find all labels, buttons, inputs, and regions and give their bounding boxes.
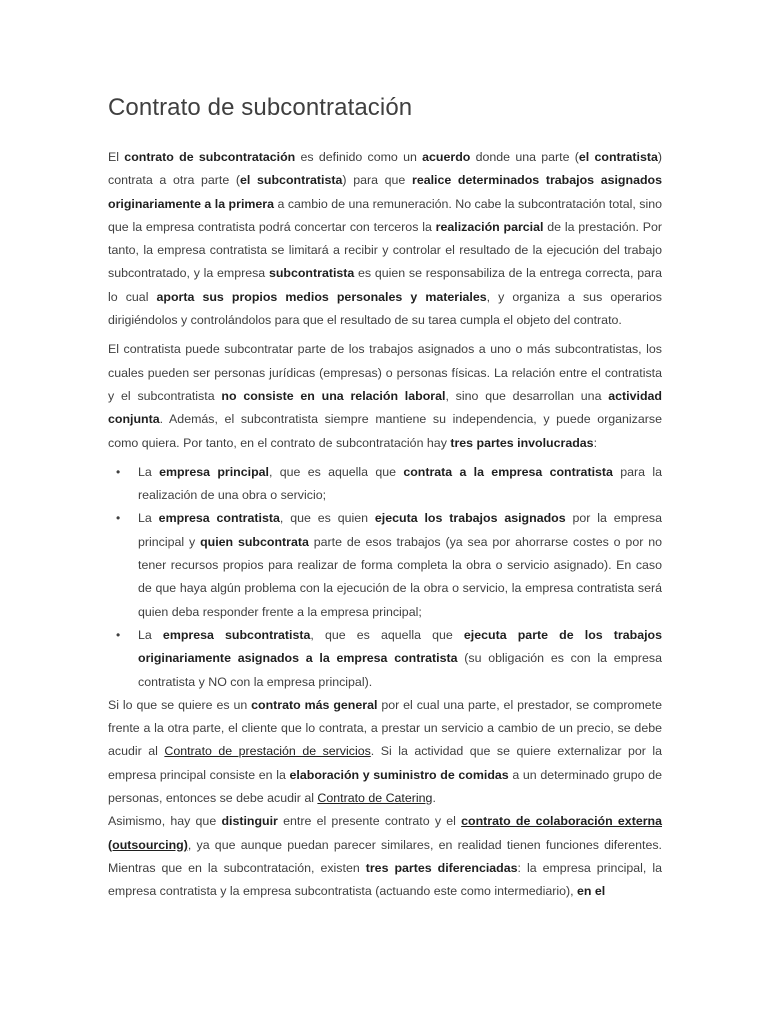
list-item [116, 461, 662, 508]
bold-run: quien subcontrata [200, 534, 309, 549]
bold-run: ejecuta los trabajos asignados [374, 511, 566, 526]
text-run: es quien se responsabiliza de la entrega correcta, para lo cual [108, 266, 662, 304]
bold-run: elaboración y suministro de comidas [289, 767, 509, 782]
text-run: . [432, 791, 436, 806]
text-run: ) contrata a otra parte ( [108, 150, 662, 188]
bold-run: subcontratista [268, 266, 355, 281]
text-run: a cambio de una remuneración. No cabe la subcontratación total, sino que la empresa contratista podrá concertar con terceros la [108, 196, 662, 234]
bold-run: realice determinados trabajos asignados originariamente a la primera [108, 173, 662, 211]
text-run: La [138, 511, 159, 526]
bold-run: empresa principal [159, 464, 269, 479]
bold-run: el contratista [578, 150, 658, 164]
text-run: ) para que [342, 173, 412, 188]
bullet-icon: • [116, 627, 121, 642]
bold-run: ejecuta parte de los trabajos originariamente asignados a la empresa contratista [138, 627, 662, 666]
text-run: , que es aquella que [310, 627, 464, 642]
paragraph-definition [108, 146, 662, 332]
text-run: , y organiza a sus operarios dirigiéndolos y controlándolos para que el resultado de su tarea cumpla el objeto del contrato. [108, 289, 662, 328]
list-item [116, 507, 663, 623]
bold-run: actividad conjunta [108, 388, 662, 427]
text-run: : la empresa principal, la empresa contratista y la empresa subcontratista (actuando este como intermediario), [108, 860, 663, 899]
text-run: es definido como un [295, 150, 423, 164]
text-run: donde una parte ( [470, 150, 579, 164]
bold-run: acuerdo [422, 150, 471, 164]
text-run: (su obligación es con la empresa contratista y NO con la empresa principal). [138, 651, 662, 689]
bold-run: el subcontratista [240, 173, 343, 188]
text-run: entre el presente contrato y el [277, 814, 462, 829]
text-run: , que es quien [279, 511, 375, 526]
text-run: , ya que aunque puedan parecer similares, en realidad tienen funciones diferentes. Mientras que en la subcontratación, existen [108, 837, 662, 875]
list-item [116, 624, 662, 694]
bold-run: en el [577, 884, 606, 899]
bold-run: aporta sus propios medios personales y materiales [156, 289, 487, 304]
bold-run: contrata a la empresa contratista [403, 464, 613, 479]
text-run: , sino que desarrollan una [445, 388, 609, 403]
bold-run: contrato más general [251, 697, 378, 712]
link-services-contract[interactable]: Contrato de prestación de servicios [164, 744, 371, 759]
document-title: Contrato de subcontratación [108, 94, 413, 121]
text-run: por el cual una parte, el prestador, se compromete frente a la otra parte, el cliente que lo contrata, a prestar un servicio a cambio de un precio, se debe acudir al [108, 697, 662, 759]
text-run: Asimismo, hay que [108, 814, 222, 829]
bold-run: empresa contratista [158, 511, 280, 526]
text-run: . Además, el subcontratista siempre mantiene su independencia, y puede organizarse como quiera. Por tanto, en el contrato de subcontratación hay [108, 412, 662, 450]
link-outsourcing-contract[interactable]: contrato de colaboración externa (outsourcing) [108, 814, 662, 852]
bold-run: empresa subcontratista [162, 627, 311, 642]
text-run: La [138, 627, 163, 642]
text-run: a un determinado grupo de personas, entonces se debe acudir al [108, 767, 662, 806]
paragraph-outsourcing [108, 810, 662, 903]
text-run: parte de esos trabajos (ya sea por ahorrarse costes o por no tener recursos propios para realizar de forma completa la obra o servicio asignado). En caso de que haya algún problema con la ejecución de la obra o servicio, la empresa contratista será quien deba responder frente a la empresa principal; [138, 534, 662, 619]
bold-run: contrato de subcontratación [124, 150, 296, 164]
paragraph-general-contract [108, 694, 662, 810]
bold-run: no consiste en una relación laboral [221, 388, 446, 403]
text-run: La [138, 464, 160, 479]
bold-run: realización parcial [435, 219, 544, 234]
bullet-icon: • [116, 511, 121, 526]
bold-run: distinguir [221, 814, 278, 829]
text-run: El [108, 150, 125, 164]
text-run: de la prestación. Por tanto, la empresa contratista se limitará a recibir y controlar el resultado de la ejecución del trabajo subcontratado, y la empresa [108, 219, 663, 281]
text-run: , que es aquella que [268, 464, 404, 479]
paragraph-parties [108, 338, 662, 454]
text-run: : [593, 435, 598, 450]
bold-run: tres partes involucradas [450, 435, 594, 450]
bullet-icon: • [116, 464, 121, 479]
link-catering-contract[interactable]: Contrato de Catering [317, 791, 433, 806]
text-run: Si lo que se quiere es un [108, 697, 252, 712]
text-run: para la realización de una obra o servicio; [138, 464, 662, 503]
text-run: por la empresa principal y [138, 511, 663, 549]
bold-run: tres partes diferenciadas [365, 860, 518, 875]
text-run: . Si la actividad que se quiere externalizar por la empresa principal consiste en la [108, 744, 662, 782]
text-run: El contratista puede subcontratar parte de los trabajos asignados a uno o más subcontratistas, los cuales pueden ser personas jurídicas (empresas) o personas físicas. La relación entre el contratista y el subcontratista [108, 342, 662, 403]
parties-list [108, 461, 662, 694]
